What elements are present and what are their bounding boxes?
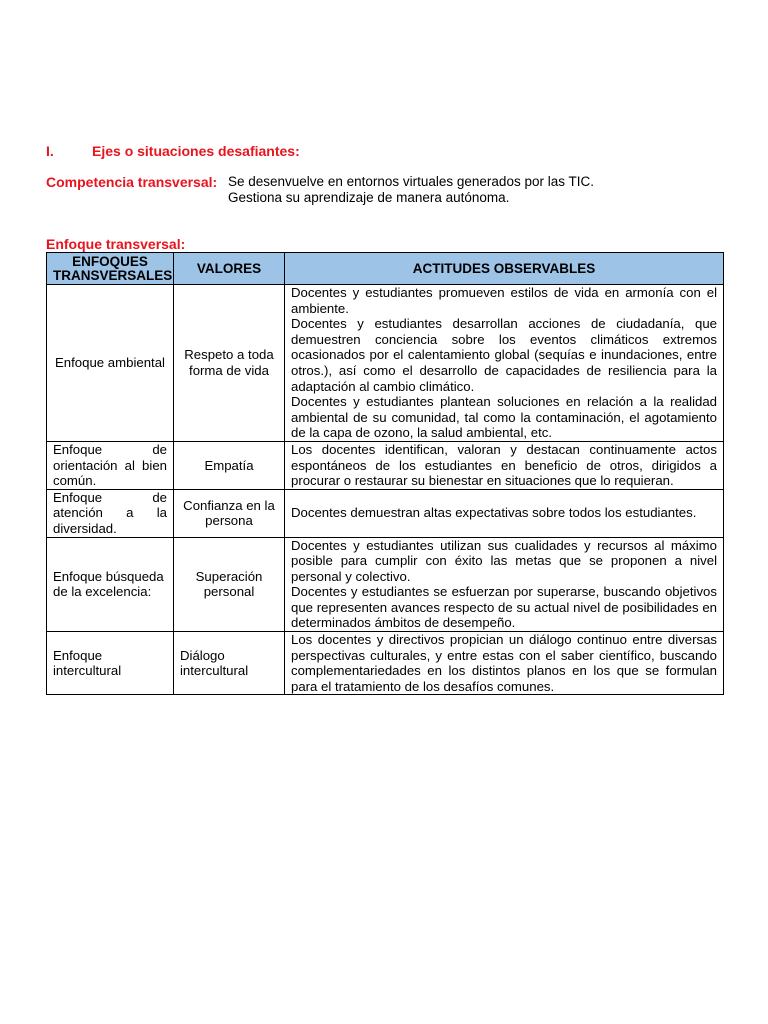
actitud-paragraph: Docentes y estudiantes plantean soluciones en relación a la realidad ambiental de su comunidad, tal como la contaminación, el agotamiento de la capa de ozono, la salud ambiental, etc. — [291, 394, 717, 441]
actitudes-cell — [285, 537, 724, 632]
actitud-paragraph: Docentes y estudiantes utilizan sus cualidades y recursos al máximo posible para cumplir con éxito las metas que se proponen a nivel personal y colectivo. — [291, 537, 717, 584]
actitud-paragraph: Docentes y estudiantes se esfuerzan por superarse, buscando objetivos que representen avances respecto de su actual nivel de posibilidades en determinados ámbitos de desempeño. — [291, 584, 717, 631]
header-actitudes: ACTITUDES OBSERVABLES — [285, 253, 724, 285]
actitudes-cell — [285, 489, 724, 537]
section-number: I. — [46, 143, 54, 159]
enfoque-cell: Enfoque ambiental — [47, 285, 174, 442]
valor-cell: Empatía — [174, 441, 285, 489]
valor-cell: Diálogo intercultural — [174, 632, 285, 695]
valor-cell: Respeto a toda forma de vida — [174, 285, 285, 442]
actitud-paragraph: Docentes y estudiantes desarrollan acciones de ciudadanía, que demuestren conciencia sobre los eventos climáticos extremos ocasionados por el calentamiento global (sequías e inundaciones, entre otros.), así como el desarrollo de capacidades de resiliencia para la adaptación al cambio climático. — [291, 316, 717, 394]
table-row — [47, 441, 724, 489]
table-row — [47, 489, 724, 537]
valor-cell: Confianza en la persona — [174, 489, 285, 537]
enfoques-table — [46, 252, 724, 695]
actitud-paragraph: Los docentes identifican, valoran y destacan continuamente actos espontáneos de los estudiantes en beneficio de otros, dirigidos a procurar o restaurar su bienestar en situaciones que lo requieran. — [291, 441, 717, 489]
enfoque-cell: Enfoque de atención a la diversidad. — [47, 489, 174, 537]
header-valores: VALORES — [174, 253, 285, 285]
competencia-label: Competencia transversal: — [46, 174, 218, 190]
enfoque-cell: Enfoque de orientación al bien común. — [47, 441, 174, 489]
actitud-paragraph: Los docentes y directivos propician un diálogo continuo entre diversas perspectivas culturales, y entre estas con el saber científico, buscando complementariedades en los distintos planos en los que se formulan para el tratamiento de los desafíos comunes. — [291, 632, 717, 694]
competencia-line: Gestiona su aprendizaje de manera autónoma. — [228, 190, 510, 205]
actitudes-cell — [285, 441, 724, 489]
header-enfoques: ENFOQUES TRANSVERSALES — [47, 253, 174, 285]
actitud-paragraph: Docentes y estudiantes promueven estilos de vida en armonía con el ambiente. — [291, 285, 717, 316]
enfoque-cell: Enfoque búsqueda de la excelencia: — [47, 537, 174, 632]
table-row — [47, 285, 724, 442]
competencia-line: Se desenvuelve en entornos virtuales generados por las TIC. — [228, 174, 594, 189]
table-row — [47, 632, 724, 695]
valor-cell: Superación personal — [174, 537, 285, 632]
actitudes-cell — [285, 285, 724, 442]
actitudes-cell — [285, 632, 724, 695]
actitud-paragraph: Docentes demuestran altas expectativas sobre todos los estudiantes. — [291, 505, 697, 521]
table-header-row — [47, 253, 724, 285]
section-title: Ejes o situaciones desafiantes: — [92, 143, 300, 159]
table-row — [47, 537, 724, 632]
enfoque-cell: Enfoque intercultural — [47, 632, 174, 695]
competencia-text — [228, 174, 594, 206]
enfoque-label: Enfoque transversal: — [46, 236, 186, 252]
